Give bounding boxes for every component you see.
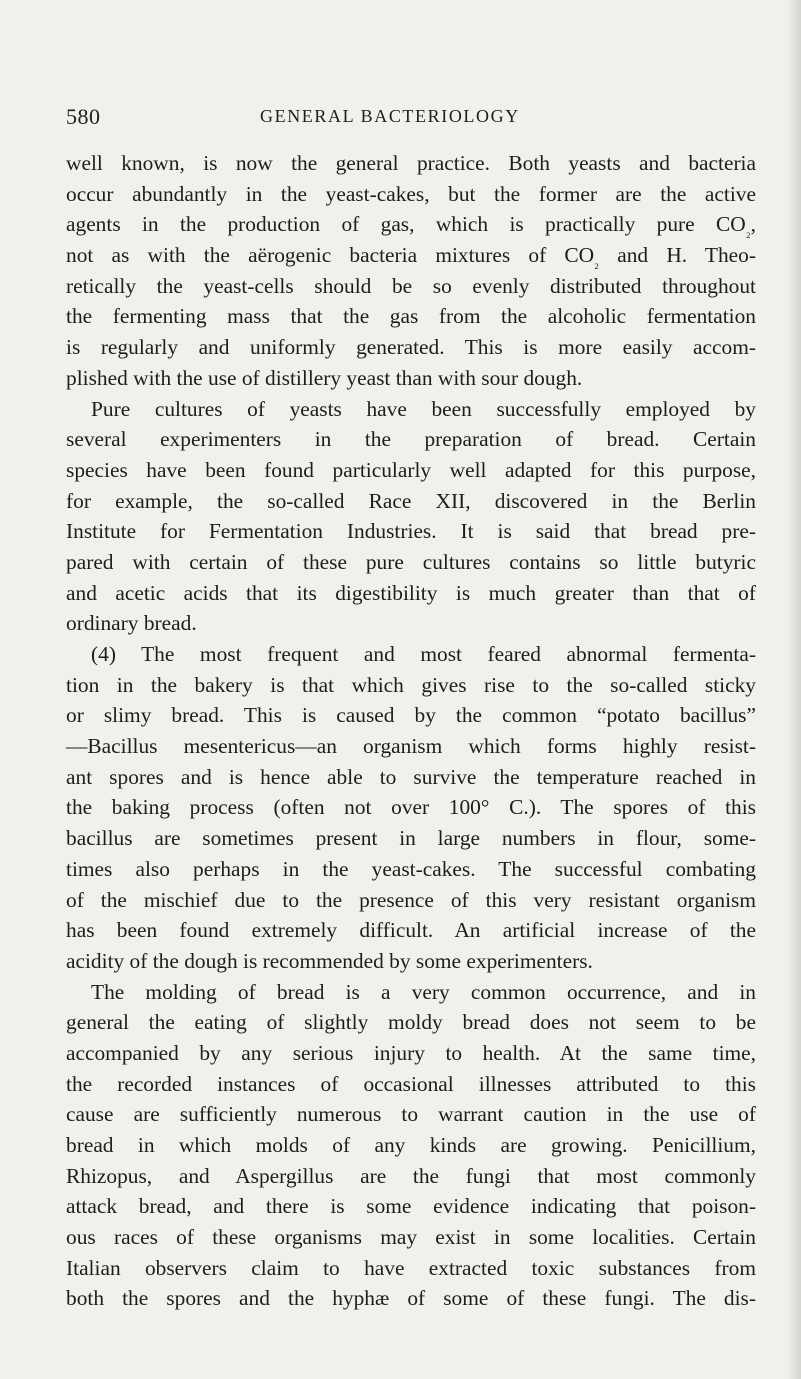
text-line: acidity of the dough is recommended by some experimenters.	[66, 948, 593, 973]
text-line: ant spores and is hence able to survive the temperature reached in	[66, 764, 756, 789]
text-line: species have been found particularly well adapted for this purpose,	[66, 457, 756, 482]
page-number: 580	[66, 104, 101, 129]
text-line: of the mischief due to the presence of this very resistant organism	[66, 887, 756, 912]
text-line: has been found extremely difficult. An artificial increase of the	[66, 918, 756, 943]
text-line: retically the yeast-cells should be so evenly distributed throughout	[66, 273, 756, 298]
text-line: for example, the so-called Race XII, discovered in the Berlin	[66, 488, 756, 513]
text-line: is regularly and uniformly generated. This is more easily accom-	[66, 335, 756, 360]
text-line: Italian observers claim to have extracted toxic substances from	[66, 1255, 756, 1280]
text-line: accompanied by any serious injury to health. At the same time,	[66, 1040, 756, 1065]
text-line: and acetic acids that its digestibility is much greater than that of	[66, 580, 756, 605]
text-line: the fermenting mass that the gas from the alcoholic fermentation	[66, 304, 756, 329]
text-line: the recorded instances of occasional illnesses attributed to this	[66, 1071, 756, 1096]
text-line: Rhizopus, and Aspergillus are the fungi that most commonly	[66, 1163, 756, 1188]
text-line: plished with the use of distillery yeast than with sour dough.	[66, 365, 583, 390]
text-line: or slimy bread. This is caused by the common “potato bacillus”	[66, 703, 756, 728]
text-line: general the eating of slightly moldy bread does not seem to be	[66, 1010, 756, 1035]
text-line: The molding of bread is a very common occurrence, and in	[91, 979, 756, 1004]
text-line: Pure cultures of yeasts have been successfully employed by	[91, 396, 756, 421]
running-title: GENERAL BACTERIOLOGY	[260, 106, 520, 126]
text-line: —Bacillus mesentericus—an organism which forms highly resist-	[66, 734, 756, 759]
text-line: bacillus are sometimes present in large numbers in flour, some-	[66, 826, 756, 851]
text-line: Institute for Fermentation Industries. It is said that bread pre-	[66, 519, 756, 544]
text-line: ous races of these organisms may exist in some localities. Certain	[66, 1225, 756, 1250]
body-text	[66, 148, 756, 1314]
text-line: not as with the aërogenic bacteria mixtures of $CO_{_2}$ and H. Theo-	[66, 243, 756, 271]
text-line: attack bread, and there is some evidence indicating that poison-	[66, 1194, 756, 1219]
text-line: occur abundantly in the yeast-cakes, but the former are the active	[66, 181, 756, 206]
text-line: cause are sufficiently numerous to warrant caution in the use of	[66, 1102, 756, 1127]
text-line: times also perhaps in the yeast-cakes. The successful combating	[66, 856, 756, 881]
text-line: (4) The most frequent and most feared abnormal fermenta-	[91, 642, 756, 666]
text-line: the baking process (often not over 100° C.). The spores of this	[66, 795, 756, 820]
text-line: pared with certain of these pure cultures contains so little butyric	[66, 549, 756, 574]
text-line: both the spores and the hyphæ of some of these fungi. The dis-	[66, 1286, 756, 1311]
text-line: agents in the production of gas, which is practically pure $CO_{_2}$,	[66, 212, 756, 240]
text-line: several experimenters in the preparation of bread. Certain	[66, 427, 756, 452]
text-line: ordinary bread.	[66, 611, 197, 636]
text-line: bread in which molds of any kinds are growing. Penicillium,	[66, 1133, 756, 1157]
running-head	[66, 104, 756, 134]
page-edge-shadow	[787, 0, 801, 1379]
text-line: well known, is now the general practice. Both yeasts and bacteria	[66, 151, 756, 175]
text-line: tion in the bakery is that which gives rise to the so-called sticky	[66, 672, 756, 697]
